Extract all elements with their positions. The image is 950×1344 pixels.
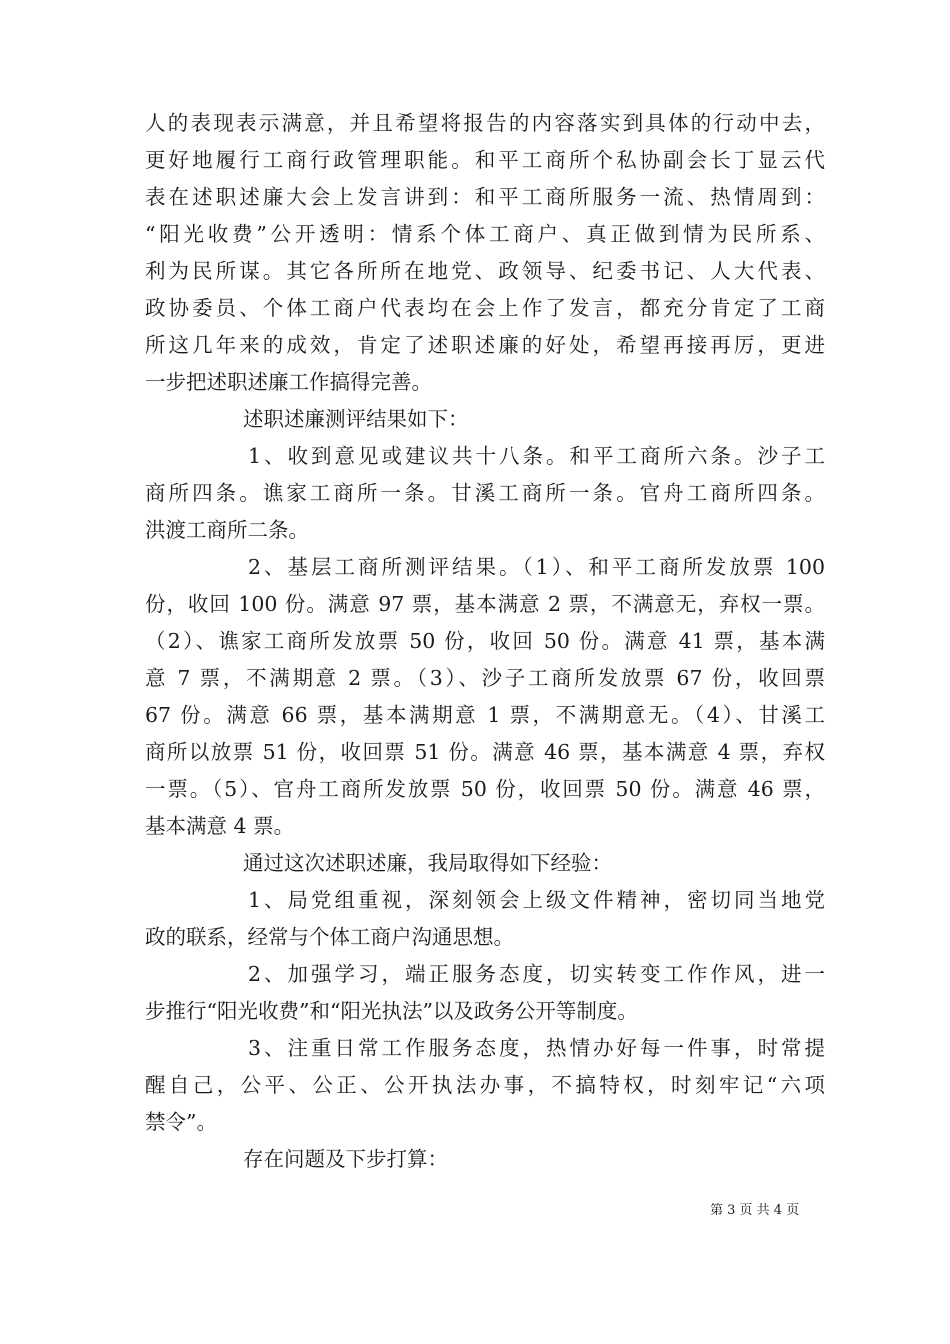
paragraph-line: 一步把述职述廉工作搞得完善。	[145, 370, 432, 394]
paragraph-line: 67 份。满意 66 票，基本满期意 1 票，不满期意无。（4）、甘溪工	[145, 703, 825, 727]
paragraph-line: 醒自己，公平、公正、公开执法办事，不搞特权，时刻牢记“六项	[145, 1073, 825, 1097]
paragraph-line: 1、局党组重视，深刻领会上级文件精神，密切同当地党	[248, 888, 825, 912]
section-heading-experience: 通过这次述职述廉，我局取得如下经验：	[243, 851, 612, 875]
paragraph-line: 基本满意 4 票。	[145, 814, 295, 838]
paragraph-line: 政的联系，经常与个体工商户沟通思想。	[145, 925, 514, 949]
document-body	[145, 105, 825, 1178]
paragraph-line: 人的表现表示满意，并且希望将报告的内容落实到具体的行动中去，	[145, 111, 825, 135]
paragraph-line: （2）、谯家工商所发放票 50 份，收回 50 份。满意 41 票，基本满	[145, 629, 825, 653]
page-number-footer: 第 3 页 共 4 页	[710, 1203, 800, 1218]
paragraph-line: 利为民所谋。其它各所所在地党、政领导、纪委书记、人大代表、	[145, 259, 825, 283]
paragraph-line: 1、收到意见或建议共十八条。和平工商所六条。沙子工	[248, 444, 825, 468]
paragraph-line: 洪渡工商所二条。	[145, 518, 309, 542]
paragraph-line: 表在述职述廉大会上发言讲到：和平工商所服务一流、热情周到：	[145, 185, 825, 209]
paragraph-line: 商所以放票 51 份，收回票 51 份。满意 46 票，基本满意 4 票，弃权	[145, 740, 825, 764]
paragraph-line: 更好地履行工商行政管理职能。和平工商所个私协副会长丁显云代	[145, 148, 825, 172]
paragraph-line: 禁令”。	[145, 1110, 217, 1134]
section-heading-results: 述职述廉测评结果如下：	[243, 407, 469, 431]
paragraph-line: 政协委员、个体工商户代表均在会上作了发言，都充分肯定了工商	[145, 296, 825, 320]
paragraph-line: 步推行“阳光收费”和“阳光执法”以及政务公开等制度。	[145, 999, 638, 1023]
paragraph-line: 商所四条。谯家工商所一条。甘溪工商所一条。官舟工商所四条。	[145, 481, 825, 505]
paragraph-line: 一票。（5）、官舟工商所发放票 50 份，收回票 50 份。满意 46 票，	[145, 777, 825, 801]
section-heading-problems: 存在问题及下步打算：	[243, 1147, 448, 1171]
paragraph-line: “阳光收费”公开透明：情系个体工商户、真正做到情为民所系、	[145, 222, 825, 246]
paragraph-line: 所这几年来的成效，肯定了述职述廉的好处，希望再接再厉，更进	[145, 333, 825, 357]
paragraph-line: 2、加强学习，端正服务态度，切实转变工作作风，进一	[248, 962, 825, 986]
paragraph-line: 2、基层工商所测评结果。（1）、和平工商所发放票 100	[248, 555, 825, 579]
paragraph-line: 意 7 票，不满期意 2 票。（3）、沙子工商所发放票 67 份，收回票	[145, 666, 825, 690]
paragraph-line: 3、注重日常工作服务态度，热情办好每一件事，时常提	[248, 1036, 825, 1060]
paragraph-line: 份，收回 100 份。满意 97 票，基本满意 2 票，不满意无，弃权一票。	[145, 592, 825, 616]
